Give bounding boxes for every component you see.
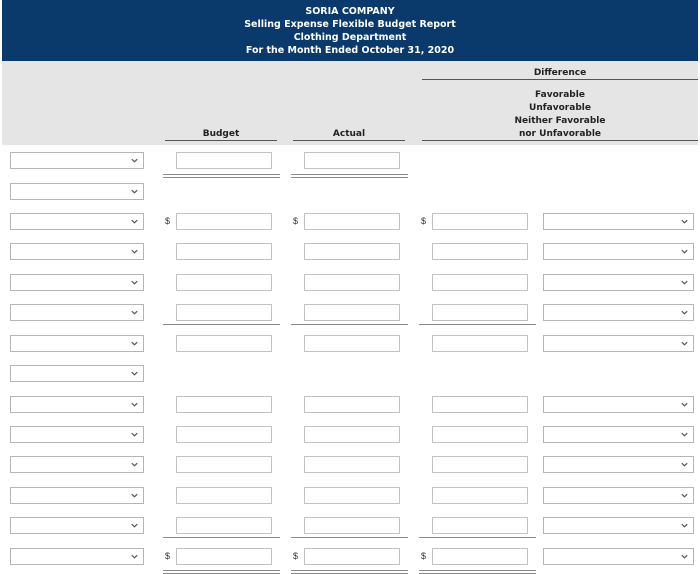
chevron-down-icon <box>130 400 139 409</box>
chevron-down-icon <box>680 339 689 348</box>
chevron-down-icon <box>130 217 139 226</box>
account-select[interactable] <box>10 243 144 260</box>
actual-amount-input[interactable] <box>304 426 400 443</box>
budget-amount-input[interactable] <box>176 152 272 169</box>
chevron-down-icon <box>680 308 689 317</box>
currency-symbol: $ <box>293 216 299 226</box>
difference-heading: Difference <box>533 68 587 78</box>
budget-amount-input[interactable] <box>176 213 272 230</box>
chevron-down-icon <box>680 400 689 409</box>
difference-amount-input[interactable] <box>432 517 528 534</box>
chevron-down-icon <box>680 278 689 287</box>
actual-heading: Actual <box>332 129 366 139</box>
budget-amount-input[interactable] <box>176 243 272 260</box>
budget-amount-input[interactable] <box>176 487 272 504</box>
chevron-down-icon <box>130 247 139 256</box>
difference-amount-input[interactable] <box>432 487 528 504</box>
budget-amount-input[interactable] <box>176 548 272 565</box>
chevron-down-icon <box>680 552 689 561</box>
account-select[interactable] <box>10 548 144 565</box>
account-select[interactable] <box>10 396 144 413</box>
report-period: For the Month Ended October 31, 2020 <box>245 45 455 56</box>
favorability-select[interactable] <box>543 548 694 565</box>
budget-amount-input[interactable] <box>176 517 272 534</box>
favorability-select[interactable] <box>543 456 694 473</box>
favorability-select[interactable] <box>543 396 694 413</box>
actual-amount-input[interactable] <box>304 243 400 260</box>
account-select[interactable] <box>10 274 144 291</box>
difference-amount-input[interactable] <box>432 274 528 291</box>
chevron-down-icon <box>130 491 139 500</box>
neither-favorable-label: Neither Favorable <box>514 116 606 126</box>
difference-amount-input[interactable] <box>432 548 528 565</box>
difference-subtotal-rule <box>419 537 536 538</box>
status-column-underline <box>422 140 698 141</box>
report-title: Selling Expense Flexible Budget Report <box>244 19 456 30</box>
budget-amount-input[interactable] <box>176 456 272 473</box>
chevron-down-icon <box>680 247 689 256</box>
currency-symbol: $ <box>293 551 299 561</box>
budget-subtotal-rule <box>163 324 280 325</box>
chevron-down-icon <box>680 430 689 439</box>
actual-total-rule <box>291 177 408 178</box>
currency-symbol: $ <box>165 216 171 226</box>
chevron-down-icon <box>680 521 689 530</box>
chevron-down-icon <box>130 369 139 378</box>
actual-amount-input[interactable] <box>304 304 400 321</box>
favorability-select[interactable] <box>543 213 694 230</box>
account-select[interactable] <box>10 304 144 321</box>
currency-symbol: $ <box>165 551 171 561</box>
chevron-down-icon <box>130 521 139 530</box>
column-headers <box>2 61 698 145</box>
chevron-down-icon <box>130 308 139 317</box>
budget-total-rule <box>163 177 280 178</box>
actual-amount-input[interactable] <box>304 487 400 504</box>
chevron-down-icon <box>130 278 139 287</box>
difference-amount-input[interactable] <box>432 456 528 473</box>
chevron-down-icon <box>680 217 689 226</box>
favorability-select[interactable] <box>543 304 694 321</box>
account-select[interactable] <box>10 456 144 473</box>
account-select[interactable] <box>10 183 144 200</box>
budget-amount-input[interactable] <box>176 335 272 352</box>
account-select[interactable] <box>10 213 144 230</box>
favorability-select[interactable] <box>543 243 694 260</box>
favorability-select[interactable] <box>543 274 694 291</box>
account-select[interactable] <box>10 517 144 534</box>
budget-amount-input[interactable] <box>176 426 272 443</box>
chevron-down-icon <box>130 339 139 348</box>
actual-amount-input[interactable] <box>304 274 400 291</box>
actual-subtotal-rule <box>291 324 408 325</box>
chevron-down-icon <box>130 552 139 561</box>
favorability-select[interactable] <box>543 426 694 443</box>
budget-amount-input[interactable] <box>176 396 272 413</box>
favorability-select[interactable] <box>543 335 694 352</box>
difference-amount-input[interactable] <box>432 213 528 230</box>
actual-amount-input[interactable] <box>304 152 400 169</box>
account-select[interactable] <box>10 426 144 443</box>
actual-amount-input[interactable] <box>304 456 400 473</box>
difference-underline <box>422 79 698 80</box>
budget-total-rule <box>163 174 280 175</box>
actual-amount-input[interactable] <box>304 213 400 230</box>
company-name: SORIA COMPANY <box>305 6 395 17</box>
department-name: Clothing Department <box>293 32 407 43</box>
difference-amount-input[interactable] <box>432 396 528 413</box>
favorable-label: Favorable <box>535 90 585 100</box>
actual-subtotal-rule <box>291 537 408 538</box>
difference-amount-input[interactable] <box>432 426 528 443</box>
chevron-down-icon <box>680 460 689 469</box>
currency-symbol: $ <box>421 551 427 561</box>
chevron-down-icon <box>130 430 139 439</box>
actual-amount-input[interactable] <box>304 335 400 352</box>
difference-amount-input[interactable] <box>432 335 528 352</box>
account-select[interactable] <box>10 487 144 504</box>
budget-underline <box>165 140 277 141</box>
actual-total-rule <box>291 174 408 175</box>
difference-amount-input[interactable] <box>432 304 528 321</box>
actual-underline <box>293 140 405 141</box>
currency-symbol: $ <box>421 216 427 226</box>
favorability-select[interactable] <box>543 517 694 534</box>
nor-unfavorable-label: nor Unfavorable <box>518 129 602 139</box>
chevron-down-icon <box>130 460 139 469</box>
chevron-down-icon <box>130 156 139 165</box>
account-select[interactable] <box>10 365 144 382</box>
budget-amount-input[interactable] <box>176 274 272 291</box>
account-select[interactable] <box>10 335 144 352</box>
unfavorable-label: Unfavorable <box>529 103 591 113</box>
budget-amount-input[interactable] <box>176 304 272 321</box>
difference-subtotal-rule <box>419 324 536 325</box>
chevron-down-icon <box>680 491 689 500</box>
actual-amount-input[interactable] <box>304 517 400 534</box>
budget-heading: Budget <box>202 129 240 139</box>
report-header <box>2 0 698 61</box>
actual-amount-input[interactable] <box>304 396 400 413</box>
account-select[interactable] <box>10 152 144 169</box>
favorability-select[interactable] <box>543 487 694 504</box>
chevron-down-icon <box>130 187 139 196</box>
actual-amount-input[interactable] <box>304 548 400 565</box>
difference-amount-input[interactable] <box>432 243 528 260</box>
budget-subtotal-rule <box>163 537 280 538</box>
